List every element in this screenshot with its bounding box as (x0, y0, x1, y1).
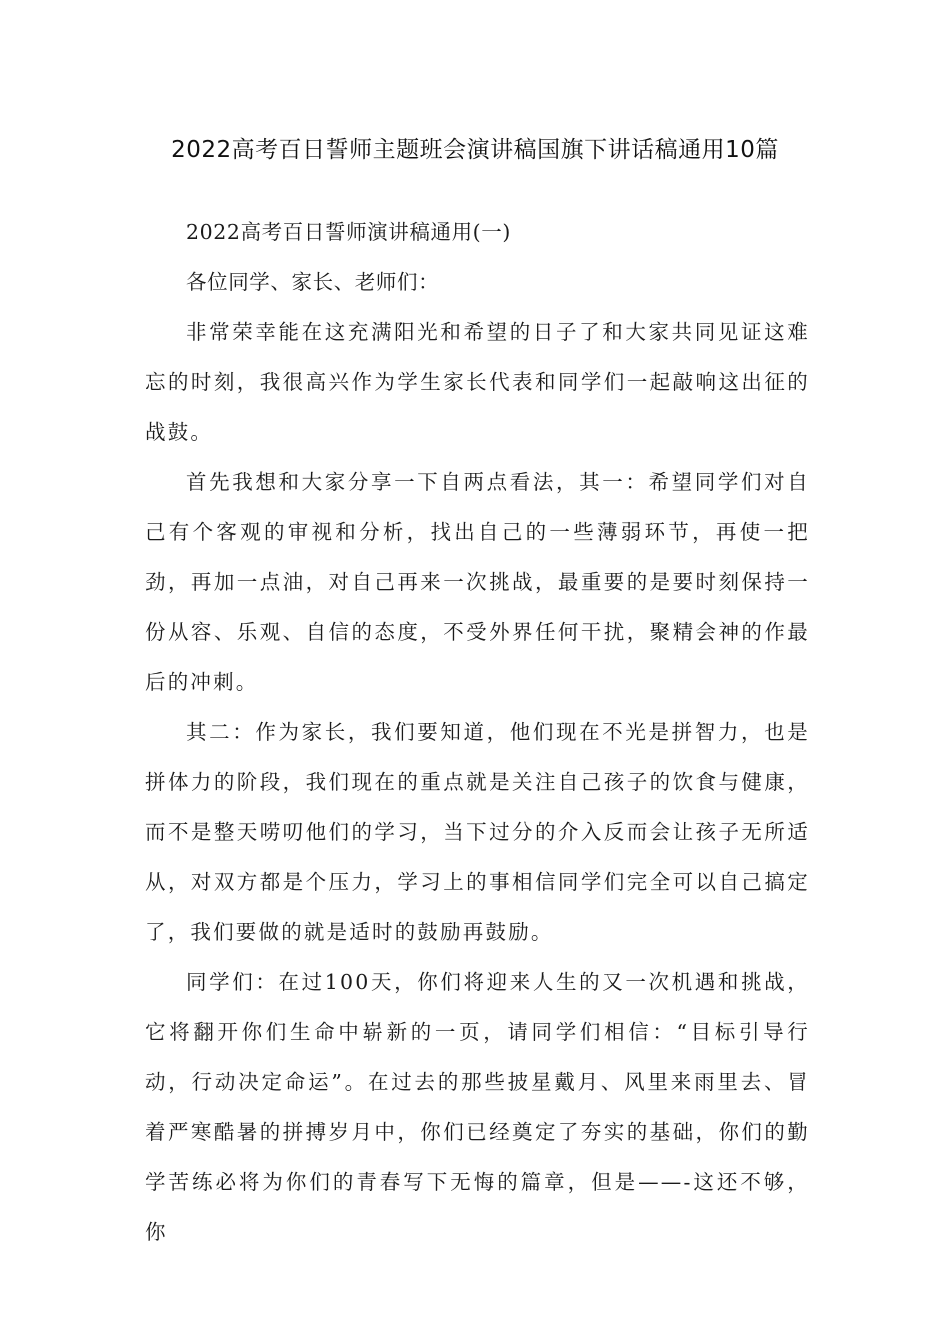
paragraph: 同学们：在过100天，你们将迎来人生的又一次机遇和挑战，它将翻开你们生命中崭新的一页，请同学们相信：“目标引导行动，行动决定命运”。在过去的那些披星戴月、风里来雨里去、冒着严寒酷暑的拼搏岁月中，你们已经奠定了夯实的基础，你们的勤学苦练必将为你们的青春写下无悔的篇章，但是——-这还不够，你 (145, 970, 810, 1244)
paragraph: 首先我想和大家分享一下自两点看法，其一：希望同学们对自己有个客观的审视和分析，找出自己的一些薄弱环节，再使一把劲，再加一点油，对自己再来一次挑战，最重要的是要时刻保持一份从容、乐观、自信的态度，不受外界任何干扰，聚精会神的作最后的冲刺。 (145, 470, 810, 694)
document-body (145, 207, 810, 1257)
greeting-line: 各位同学、家长、老师们： (186, 270, 440, 294)
paragraph: 非常荣幸能在这充满阳光和希望的日子了和大家共同见证这难忘的时刻，我很高兴作为学生家长代表和同学们一起敲响这出征的战鼓。 (145, 320, 810, 444)
section-heading: 2022高考百日誓师演讲稿通用(一) (186, 220, 511, 244)
document-title: 2022高考百日誓师主题班会演讲稿国旗下讲话稿通用10篇 (171, 137, 779, 163)
paragraph: 其二：作为家长，我们要知道，他们现在不光是拼智力，也是拼体力的阶段，我们现在的重点就是关注自己孩子的饮食与健康，而不是整天唠叨他们的学习，当下过分的介入反而会让孩子无所适从，对双方都是个压力，学习上的事相信同学们完全可以自己搞定了，我们要做的就是适时的鼓励再鼓励。 (145, 720, 810, 944)
